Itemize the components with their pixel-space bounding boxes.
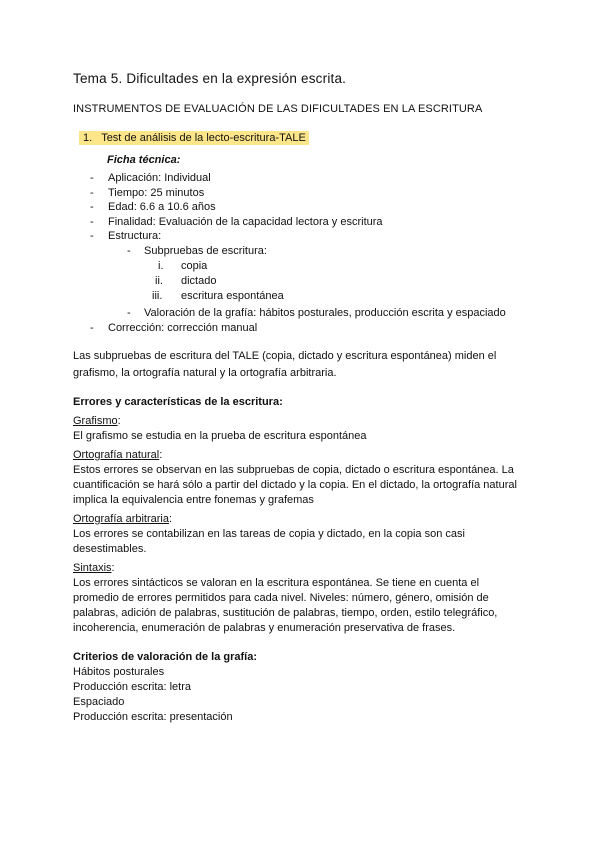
paragraph-line: incoherencia, enumeración de palabras y enumeración preservativa de frases. — [73, 622, 456, 634]
list-item: escritura espontánea — [181, 290, 284, 302]
roman-numeral: i. — [158, 260, 164, 272]
list-item: Tiempo: 25 minutos — [108, 187, 205, 199]
section-number: 1. — [83, 132, 93, 144]
list-item: copia — [181, 260, 208, 272]
list-bullet: - — [90, 216, 94, 228]
list-bullet: - — [90, 172, 94, 184]
sintaxis-heading-text: Sintaxis — [73, 562, 112, 574]
heading-colon: : — [159, 449, 163, 461]
criterio-item: Producción escrita: letra — [73, 681, 191, 693]
paragraph-line: Estos errores se observan en las subpruebas de copia, dictado o escritura espontánea. La — [73, 464, 514, 476]
list-item: Aplicación: Individual — [108, 172, 211, 184]
list-item: Edad: 6.6 a 10.6 años — [108, 201, 216, 213]
heading-colon: : — [111, 562, 115, 574]
criterios-heading: Criterios de valoración de la grafía: — [73, 651, 258, 663]
sintaxis-heading — [73, 562, 115, 574]
heading-colon: : — [168, 513, 173, 525]
ficha-tecnica-label: Ficha técnica: — [107, 154, 181, 166]
roman-numeral: ii. — [155, 275, 163, 287]
paragraph-line: palabras, adición de palabras, sustitución de palabras, tiempo, orden, estilo telegráfico, — [73, 607, 498, 619]
highlighted-section-heading — [79, 131, 309, 145]
ortografia-natural-heading-text: Ortografía natural — [73, 449, 160, 461]
grafismo-heading — [73, 415, 121, 427]
criterio-item: Hábitos posturales — [73, 666, 165, 678]
ortografia-arbitraria-heading — [73, 513, 172, 525]
list-item: Valoración de la grafía: hábitos posturales, producción escrita y espaciado — [144, 307, 506, 319]
ortografia-arbitraria-heading-text: Ortografía arbitraria — [73, 513, 169, 525]
paragraph-line: desestimables. — [73, 543, 147, 555]
paragraph-line: Los errores se contabilizan en las tareas de copia y dictado, en la copia son casi — [73, 528, 465, 540]
list-bullet: - — [90, 187, 94, 199]
list-bullet: - — [90, 322, 94, 334]
list-bullet: - — [90, 201, 94, 213]
paragraph-line: grafismo, la ortografía natural y la ortografía arbitraria. — [73, 367, 337, 379]
ortografia-natural-heading — [73, 449, 162, 461]
grafismo-heading-text: Grafismo — [73, 415, 118, 427]
page-title: Tema 5. Dificultades en la expresión escrita. — [73, 71, 347, 86]
list-bullet: - — [127, 245, 131, 257]
roman-numeral: iii. — [152, 290, 163, 302]
paragraph-line: promedio de errores permitidos para cada nivel. Niveles: número, género, omisión de — [73, 592, 489, 604]
list-item: Estructura: — [108, 230, 162, 242]
subpruebas-label: Subpruebas de escritura: — [144, 245, 267, 257]
criterio-item: Producción escrita: presentación — [73, 711, 233, 723]
list-item: dictado — [181, 275, 217, 287]
errores-heading: Errores y características de la escritura: — [73, 396, 283, 408]
paragraph-line: cuantificación se hará sólo a partir del dictado y la copia. En el dictado, la ortografía natural — [73, 479, 517, 491]
section-label: Test de análisis de la lecto-escritura-TALE — [101, 132, 306, 144]
paragraph-line: Los errores sintácticos se valoran en la escritura espontánea. Se tiene en cuenta el — [73, 577, 480, 589]
list-bullet: - — [90, 230, 94, 242]
paragraph-line: El grafismo se estudia en la prueba de escritura espontánea — [73, 430, 367, 442]
list-bullet: - — [127, 307, 131, 319]
list-item: Finalidad: Evaluación de la capacidad lectora y escritura — [108, 216, 383, 228]
heading-colon: : — [117, 415, 121, 427]
paragraph-line: Las subpruebas de escritura del TALE (copia, dictado y escritura espontánea) miden el — [73, 350, 497, 362]
list-item: Corrección: corrección manual — [108, 322, 258, 334]
section-subtitle: INSTRUMENTOS DE EVALUACIÓN DE LAS DIFICULTADES EN LA ESCRITURA — [73, 103, 483, 115]
criterio-item: Espaciado — [73, 696, 125, 708]
paragraph-line: implica la equivalencia entre fonemas y grafemas — [73, 494, 314, 506]
